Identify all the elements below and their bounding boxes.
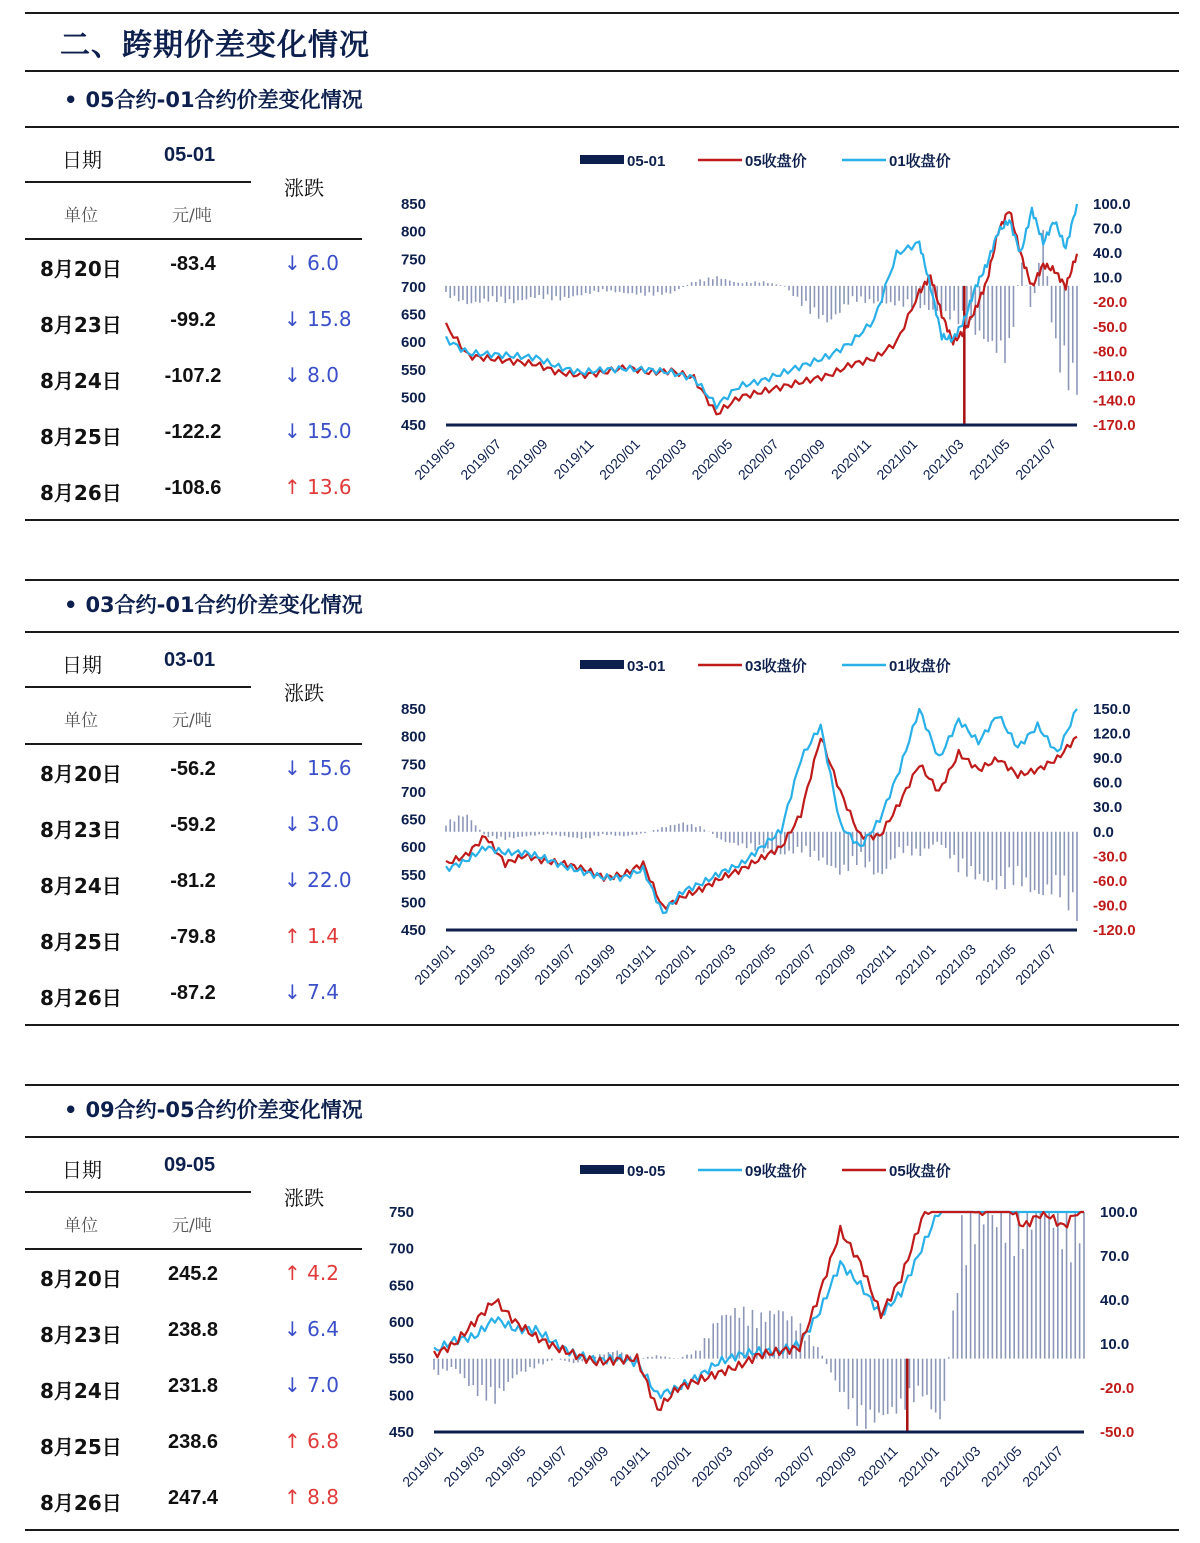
left-tick-label: 650: [400, 306, 426, 324]
row-change: ↓ 7.4: [284, 980, 339, 1004]
section-09-05: [0, 1082, 1200, 1542]
section-header-rule: [25, 631, 1179, 633]
header-inner-rule: [25, 686, 251, 688]
series-line-01收盘价: [446, 709, 1077, 913]
right-tick-label: 100.0: [1093, 196, 1131, 213]
x-tick-label: 2019/09: [564, 1442, 612, 1490]
table-row: [0, 968, 362, 1024]
row-change: ↑ 8.8: [284, 1485, 339, 1509]
row-change: ↓ 3.0: [284, 812, 339, 836]
x-tick-label: 2020/05: [731, 940, 779, 988]
x-tick-label: 2021/07: [1019, 1442, 1067, 1490]
table-row: [0, 1417, 362, 1473]
table-row: [0, 407, 362, 463]
row-value: 231.8: [167, 1375, 219, 1397]
x-tick-label: 2021/05: [971, 940, 1020, 988]
unit-label: 单位: [64, 1216, 98, 1236]
x-tick-label: 2021/03: [936, 1442, 984, 1490]
row-change: ↓ 15.8: [284, 307, 352, 331]
right-tick-label: 0.0: [1093, 823, 1114, 841]
section-title-text: 05合约-01合约价差变化情况: [85, 88, 363, 112]
section-bottom-rule: [25, 1529, 1179, 1531]
series-line-09收盘价: [434, 1212, 1084, 1398]
x-tick-label: 2020/09: [812, 1442, 860, 1490]
table-row: [0, 912, 362, 968]
left-tick-label: 700: [388, 1240, 414, 1258]
series-line-01收盘价: [446, 204, 1077, 409]
section-title: [64, 84, 363, 114]
legend-entry: 03-01: [627, 658, 666, 675]
row-value: 238.6: [167, 1431, 219, 1453]
section-03-01: [0, 577, 1200, 1037]
x-tick-label: 2021/07: [1012, 940, 1060, 988]
legend-swatch-bar: [580, 660, 624, 669]
x-tick-label: 2021/05: [977, 1442, 1025, 1490]
x-tick-label: 2021/05: [965, 435, 1013, 483]
x-tick-label: 2019/01: [411, 940, 459, 988]
date-header: 日期: [62, 148, 102, 172]
right-tick-label: -170.0: [1093, 417, 1136, 434]
x-tick-label: 2020/05: [729, 1442, 777, 1490]
unit-value: 元/吨: [172, 206, 212, 226]
row-date: 8月25日: [40, 930, 122, 954]
date-header: 日期: [62, 653, 102, 677]
header-inner-rule: [25, 181, 251, 183]
change-header: 涨跌: [284, 1186, 324, 1210]
section-header-rule: [25, 1136, 1179, 1138]
legend-entry: 05-01: [627, 153, 666, 170]
x-tick-label: 2020/01: [651, 940, 699, 988]
row-value: -79.8: [170, 926, 216, 948]
unit-value: 元/吨: [172, 711, 212, 731]
series-line-05收盘价: [434, 1212, 1084, 1410]
legend-entry: 09收盘价: [745, 1163, 807, 1180]
table-row: [0, 1305, 362, 1361]
row-date: 8月26日: [40, 1491, 122, 1515]
header-inner-rule: [25, 1191, 251, 1193]
x-tick-label: 2021/03: [931, 940, 979, 988]
right-tick-label: 150.0: [1093, 701, 1131, 718]
row-date: 8月20日: [40, 1267, 122, 1291]
row-change: ↑ 4.2: [284, 1261, 339, 1285]
x-tick-label: 2020/11: [854, 1442, 901, 1490]
x-tick-label: 2019/07: [457, 435, 505, 483]
row-value: 245.2: [167, 1263, 219, 1285]
left-tick-label: 450: [400, 417, 426, 434]
page-title: 二、跨期价差变化情况: [60, 28, 370, 63]
series-line-05收盘价: [446, 212, 1077, 414]
table-row: [0, 856, 362, 912]
chart: [380, 140, 1180, 510]
row-value: -99.2: [170, 309, 216, 331]
right-tick-label: -60.0: [1093, 872, 1128, 890]
x-tick-label: 2020/07: [771, 1442, 819, 1490]
x-tick-label: 2021/01: [873, 435, 921, 483]
row-change: ↓ 6.4: [284, 1317, 339, 1341]
left-tick-label: 500: [400, 894, 426, 912]
section-title: [64, 1094, 363, 1124]
right-tick-label: -50.0: [1100, 1424, 1135, 1441]
right-tick-label: -110.0: [1093, 367, 1135, 385]
change-header: 涨跌: [284, 681, 324, 705]
row-date: 8月20日: [40, 257, 122, 281]
row-date: 8月24日: [40, 369, 122, 393]
legend-entry: 01收盘价: [889, 153, 951, 170]
left-tick-label: 800: [400, 728, 426, 746]
legend-entry: 01收盘价: [889, 658, 951, 675]
right-tick-label: 90.0: [1093, 750, 1123, 768]
x-tick-label: 2019/05: [491, 940, 539, 988]
table-row: [0, 351, 362, 407]
left-tick-label: 750: [388, 1204, 414, 1221]
bullet-icon: •: [64, 1098, 78, 1122]
row-change: ↓ 8.0: [284, 363, 339, 387]
chart: [380, 1150, 1180, 1520]
x-tick-label: 2020/03: [642, 435, 690, 483]
series-line-03收盘价: [446, 737, 1077, 910]
x-tick-label: 2019/09: [503, 435, 551, 483]
row-change: ↓ 7.0: [284, 1373, 339, 1397]
legend-swatch-bar: [580, 1165, 624, 1174]
top-rule: [25, 12, 1179, 14]
x-tick-label: 2020/07: [771, 940, 819, 988]
right-tick-label: -20.0: [1093, 294, 1128, 312]
table-row: [0, 239, 362, 295]
row-change: ↓ 22.0: [284, 868, 352, 892]
row-date: 8月20日: [40, 762, 122, 786]
row-value: 247.4: [167, 1487, 219, 1509]
left-tick-label: 450: [388, 1424, 414, 1441]
right-tick-label: -120.0: [1093, 922, 1136, 939]
left-tick-label: 750: [400, 756, 426, 774]
legend-entry: 03收盘价: [745, 658, 807, 675]
right-tick-label: 30.0: [1093, 799, 1123, 817]
legend-entry: 05收盘价: [745, 153, 807, 170]
section-header-rule: [25, 126, 1179, 128]
x-tick-label: 2020/05: [688, 435, 736, 483]
row-date: 8月26日: [40, 986, 122, 1010]
x-tick-label: 2019/01: [399, 1442, 447, 1490]
date-header: 日期: [62, 1158, 102, 1182]
row-value: -83.4: [170, 253, 216, 275]
row-value: 238.8: [167, 1319, 219, 1341]
legend-swatch-bar: [580, 155, 624, 164]
right-tick-label: -50.0: [1093, 318, 1128, 336]
x-tick-label: 2019/05: [481, 1442, 529, 1490]
x-tick-label: 2021/01: [891, 940, 939, 988]
table-row: [0, 1361, 362, 1417]
x-tick-label: 2020/01: [595, 435, 644, 483]
left-tick-label: 550: [400, 866, 426, 884]
section-bottom-rule: [25, 519, 1179, 521]
x-tick-label: 2020/01: [647, 1442, 695, 1490]
section-bottom-rule: [25, 1024, 1179, 1026]
row-value: -107.2: [164, 365, 222, 387]
row-value: -87.2: [170, 982, 216, 1004]
right-tick-label: 70.0: [1100, 1248, 1130, 1265]
left-tick-label: 800: [400, 223, 426, 241]
unit-label: 单位: [64, 206, 98, 226]
x-tick-label: 2020/03: [691, 940, 739, 988]
left-tick-label: 650: [388, 1277, 414, 1295]
right-tick-label: 100.0: [1100, 1204, 1138, 1221]
row-change: ↑ 6.8: [284, 1429, 339, 1453]
row-value: -59.2: [170, 814, 216, 836]
x-tick-label: 2019/03: [451, 940, 499, 988]
table-row: [0, 1473, 362, 1529]
table-row: [0, 1249, 362, 1305]
row-change: ↑ 1.4: [284, 924, 339, 948]
x-tick-label: 2019/07: [531, 940, 579, 988]
unit-label: 单位: [64, 711, 98, 731]
table-row: [0, 800, 362, 856]
right-tick-label: 10.0: [1093, 269, 1123, 287]
row-date: 8月25日: [40, 425, 122, 449]
left-tick-label: 650: [400, 811, 426, 829]
left-tick-label: 600: [400, 334, 426, 352]
right-tick-label: 60.0: [1093, 774, 1123, 792]
row-value: -81.2: [170, 870, 216, 892]
x-tick-label: 2019/05: [411, 435, 459, 483]
table-row: [0, 295, 362, 351]
right-tick-label: 10.0: [1100, 1336, 1130, 1353]
right-tick-label: 40.0: [1093, 245, 1123, 263]
right-tick-label: 40.0: [1100, 1292, 1130, 1309]
x-tick-label: 2021/01: [895, 1442, 943, 1490]
right-tick-label: 70.0: [1093, 220, 1123, 238]
section-05-01: [0, 72, 1200, 532]
row-change: ↓ 6.0: [284, 251, 339, 275]
spread-code-header: 05-01: [164, 144, 216, 166]
x-tick-label: 2020/07: [734, 435, 782, 483]
section-title-text: 03合约-01合约价差变化情况: [85, 593, 363, 617]
table-row: [0, 744, 362, 800]
right-tick-label: -20.0: [1100, 1380, 1135, 1397]
x-tick-label: 2019/03: [440, 1442, 488, 1490]
x-tick-label: 2019/11: [612, 940, 659, 988]
left-tick-label: 850: [400, 196, 426, 213]
x-tick-label: 2019/09: [571, 940, 619, 988]
table-row: [0, 463, 362, 519]
row-date: 8月26日: [40, 481, 122, 505]
row-date: 8月23日: [40, 818, 122, 842]
x-tick-label: 2020/11: [827, 435, 875, 483]
bullet-icon: •: [64, 88, 78, 112]
x-tick-label: 2021/07: [1012, 435, 1060, 483]
spread-code-header: 03-01: [164, 649, 216, 671]
row-value: -122.2: [164, 421, 222, 443]
x-tick-label: 2019/07: [523, 1442, 571, 1490]
legend-entry: 05收盘价: [889, 1163, 951, 1180]
legend-entry: 09-05: [627, 1163, 666, 1180]
row-value: -56.2: [170, 758, 216, 780]
x-tick-label: 2020/11: [852, 940, 899, 988]
left-tick-label: 750: [400, 251, 426, 269]
row-date: 8月23日: [40, 313, 122, 337]
row-change: ↓ 15.6: [284, 756, 352, 780]
row-change: ↑ 13.6: [284, 475, 352, 499]
right-tick-label: 120.0: [1093, 725, 1131, 743]
left-tick-label: 600: [400, 839, 426, 857]
x-tick-label: 2019/11: [550, 435, 597, 483]
right-tick-label: -80.0: [1093, 343, 1128, 361]
x-tick-label: 2021/03: [919, 435, 967, 483]
left-tick-label: 700: [400, 278, 426, 296]
row-date: 8月24日: [40, 874, 122, 898]
right-tick-label: -90.0: [1093, 897, 1128, 915]
row-change: ↓ 15.0: [284, 419, 352, 443]
spread-code-header: 09-05: [164, 1154, 216, 1176]
right-tick-label: -30.0: [1093, 848, 1128, 866]
left-tick-label: 500: [388, 1387, 414, 1405]
chart: [380, 645, 1180, 1015]
x-tick-label: 2020/09: [811, 940, 859, 988]
left-tick-label: 850: [400, 701, 426, 718]
left-tick-label: 500: [400, 389, 426, 407]
x-tick-label: 2019/11: [606, 1442, 653, 1490]
section-title: [64, 589, 363, 619]
unit-value: 元/吨: [172, 1216, 212, 1236]
right-tick-label: -140.0: [1093, 392, 1136, 410]
change-header: 涨跌: [284, 176, 324, 200]
row-date: 8月24日: [40, 1379, 122, 1403]
row-value: -108.6: [164, 477, 222, 499]
left-tick-label: 550: [388, 1350, 414, 1368]
x-tick-label: 2020/09: [780, 435, 828, 483]
left-tick-label: 550: [400, 361, 426, 379]
left-tick-label: 450: [400, 922, 426, 939]
x-tick-label: 2020/03: [688, 1442, 736, 1490]
row-date: 8月23日: [40, 1323, 122, 1347]
bullet-icon: •: [64, 593, 78, 617]
left-tick-label: 600: [388, 1314, 414, 1331]
section-title-text: 09合约-05合约价差变化情况: [85, 1098, 363, 1122]
left-tick-label: 700: [400, 783, 426, 801]
row-date: 8月25日: [40, 1435, 122, 1459]
